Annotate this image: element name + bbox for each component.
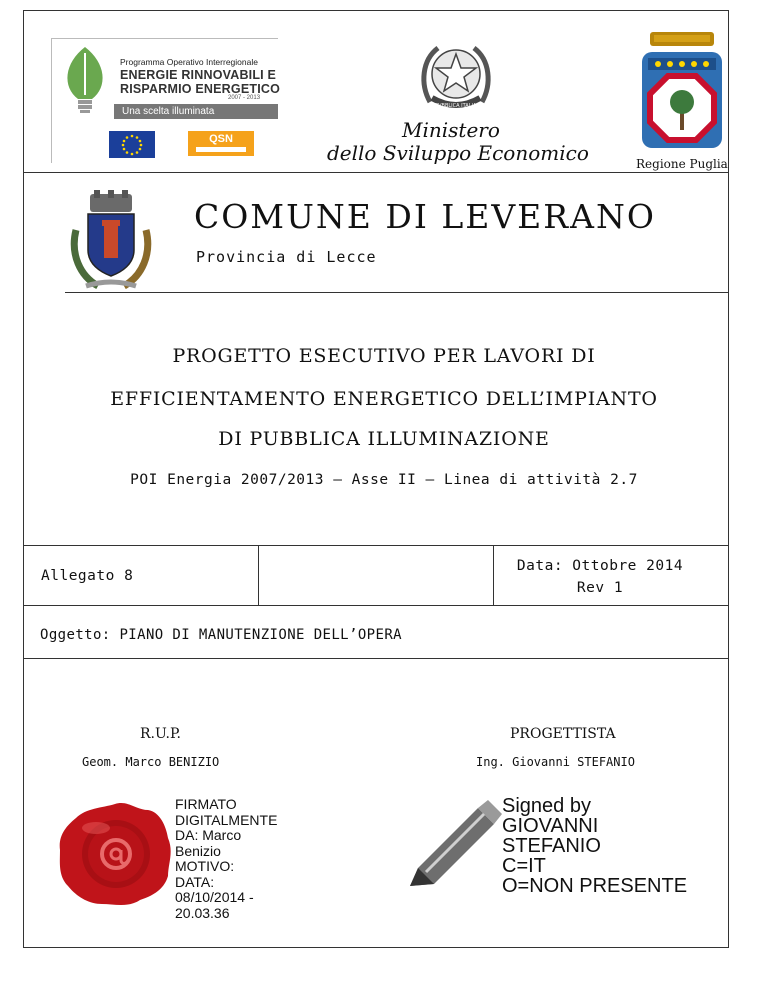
allegato-label: Allegato 8 [41,568,134,584]
poi-energia-logo [51,38,281,163]
oggetto-divider [23,658,729,659]
info-divider [23,605,729,606]
poi-title-line2: RISPARMIO ENERGETICO [120,82,281,96]
ministero-line2: dello Sviluppo Economico [327,141,589,165]
regione-puglia-crest-icon [638,30,726,158]
header-divider [23,172,729,173]
emblem-label: REPVBBLICA ITALIANA [428,103,484,109]
qsn-logo: QSN [188,131,254,156]
project-title-line3: DI PUBBLICA ILLUMINAZIONE [218,428,550,450]
oggetto-label: Oggetto: PIANO DI MANUTENZIONE DELL’OPERA [40,627,402,643]
ministero-line1: Ministero [402,118,500,142]
project-title-line2: EFFICIENTAMENTO ENERGETICO DELL’IMPIANTO [110,388,658,410]
poi-tagline: Una scelta illuminata [114,104,278,119]
poi-title-line1: ENERGIE RINNOVABILI E [120,68,277,82]
leverano-crest-icon [66,190,156,296]
eu-flag-icon [109,131,155,158]
date-label: Data: Ottobre 2014 [516,558,684,574]
poi-years: 2007 - 2013 [228,95,261,101]
progettista-label: PROGETTISTA [510,726,616,742]
rup-label: R.U.P. [140,726,181,742]
title-divider [23,545,729,546]
info-col-divider-2 [493,545,494,605]
project-title-line1: PROGETTO ESECUTIVO PER LAVORI DI [172,345,596,367]
comune-divider [65,292,729,293]
program-line: POI Energia 2007/2013 – Asse II – Linea di attività 2.7 [130,472,638,488]
regione-puglia-label: Regione Puglia [636,157,728,171]
progettista-name: Ing. Giovanni STEFANIO [476,755,635,769]
poi-program-label: Programma Operativo Interregionale [120,57,258,67]
italian-republic-emblem-icon [418,40,494,114]
pen-icon [404,798,504,890]
leaf-bulb-icon [56,43,114,115]
rup-name: Geom. Marco BENIZIO [82,755,220,769]
digital-signature-text: FIRMATO DIGITALMENTE DA: Marco Benizio MOTIVO: DATA: 08/10/2014 - 20.03.36 [175,796,278,921]
provincia-label: Provincia di Lecce [196,248,377,266]
info-col-divider-1 [258,545,259,605]
digital-seal-icon [56,800,174,908]
comune-title: COMUNE DI LEVERANO [194,197,656,236]
signed-by-text: Signed by GIOVANNI STEFANIO C=IT O=NON PRESENTE [502,795,688,897]
revision-label: Rev 1 [576,580,624,596]
